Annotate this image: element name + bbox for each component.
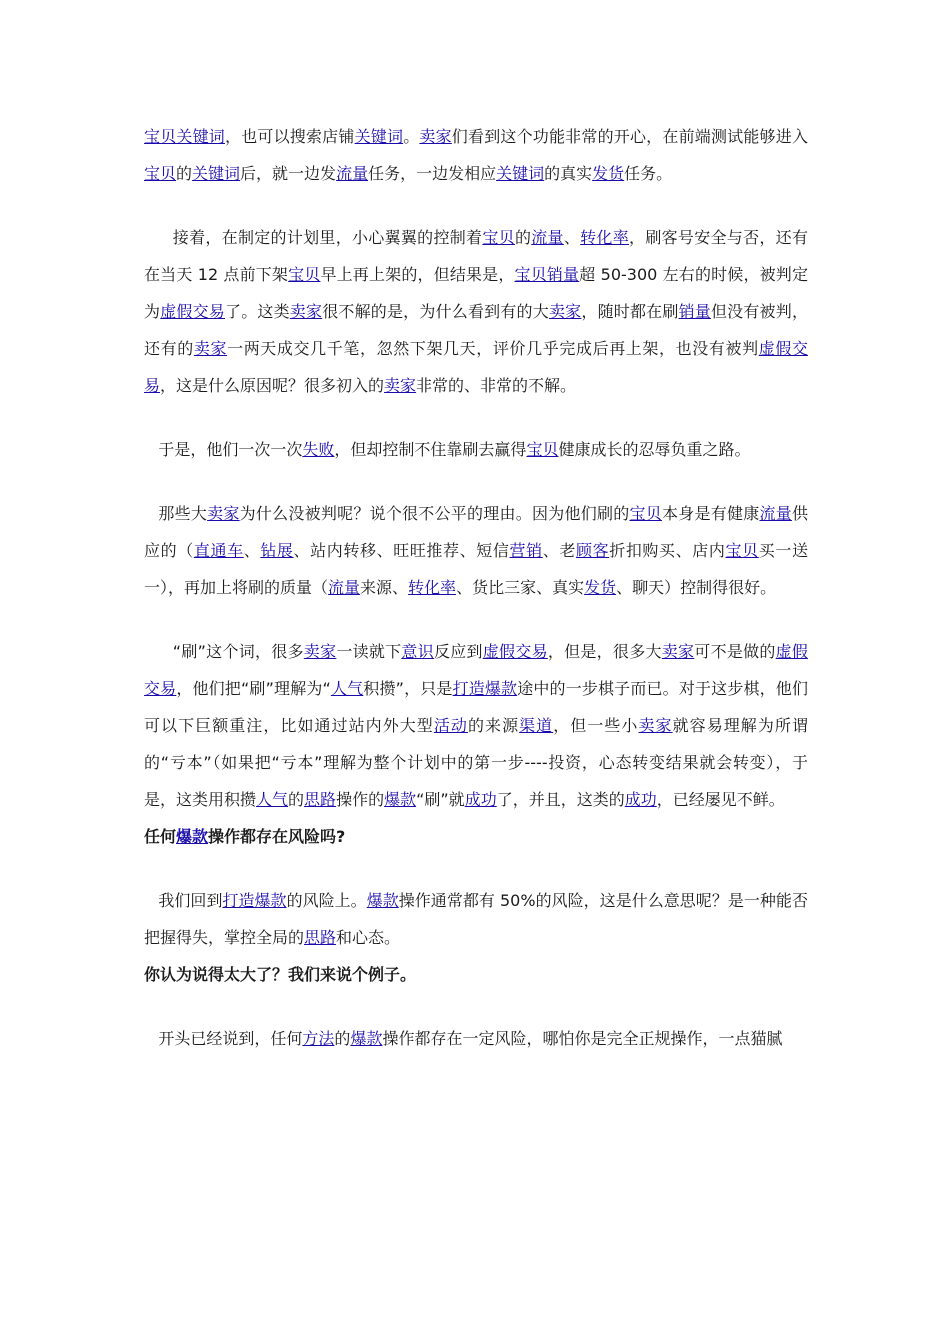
keyword-link[interactable]: 钻展 (260, 541, 294, 560)
text-run: “刷”这个词，很多 (172, 642, 304, 661)
text-run: 我们回到 (158, 891, 223, 910)
keyword-link[interactable]: 卖家 (419, 127, 452, 146)
paragraph (144, 882, 808, 956)
text-run: “刷”就 (416, 790, 465, 809)
text-run: ，但却控制不住靠刷去赢得 (334, 440, 527, 459)
text-run: 供应的（ (144, 504, 808, 560)
keyword-link[interactable]: 流量 (336, 164, 369, 183)
keyword-link[interactable]: 成功 (464, 790, 497, 809)
keyword-link[interactable]: 卖家 (303, 642, 337, 661)
keyword-link[interactable]: 流量 (759, 504, 792, 523)
keyword-link[interactable]: 卖家 (384, 376, 417, 395)
text-run: 途中的一步棋子而已。对于这步棋，他们可以下巨额重注，比如通过站内外大型 (144, 679, 808, 735)
text-run: 的风险上。 (286, 891, 367, 910)
keyword-link[interactable]: 宝贝 (288, 265, 321, 284)
keyword-link[interactable]: 人气 (256, 790, 289, 809)
keyword-link[interactable]: 爆款 (366, 891, 399, 910)
keyword-link[interactable]: 流量 (531, 228, 564, 247)
text-run: 、站内转移、旺旺推荐、短信 (293, 541, 510, 560)
text-run: 、 (563, 228, 581, 247)
text-run: ，但是，很多大 (547, 642, 662, 661)
text-run: ，随时都在刷 (581, 302, 679, 321)
text-run: 但没有被判，还有的 (144, 302, 808, 358)
paragraph (144, 1020, 808, 1057)
text-run: 非常的、非常的不解。 (416, 376, 577, 395)
keyword-link[interactable]: 转化率 (408, 578, 457, 597)
keyword-link[interactable]: 转化率 (580, 228, 630, 247)
text-run: 开头已经说到，任何 (158, 1029, 303, 1048)
text-run: 为什么没被判呢？说个很不公平的理由。因为他们刷的 (239, 504, 630, 523)
text-run: 你认为说得太大了？我们来说个例子。 (144, 965, 417, 984)
text-run: 、老 (542, 541, 576, 560)
paragraph (144, 633, 808, 818)
text-run: 于是，他们一次一次 (158, 440, 303, 459)
text-run: 、 (243, 541, 261, 560)
text-run: 的真实 (544, 164, 593, 183)
keyword-link[interactable]: 宝贝 (629, 504, 662, 523)
keyword-link[interactable]: 失败 (302, 440, 335, 459)
text-run: 买一送一），再加上将刷的质量（ (144, 541, 808, 597)
paragraph (144, 495, 808, 606)
text-run: 那些大 (158, 504, 208, 523)
text-run: 健康成长的忍辱负重之路。 (558, 440, 751, 459)
keyword-link[interactable]: 人气 (330, 679, 364, 698)
text-run: ，这是什么原因呢？很多初入的 (160, 376, 385, 395)
keyword-link[interactable]: 爆款 (384, 790, 417, 809)
text-run: ，但一些小 (553, 716, 639, 735)
text-run: 的来源 (467, 716, 520, 735)
text-run: 。 (403, 127, 420, 146)
text-run: 折扣购买、店内 (609, 541, 726, 560)
text-run: 操作都存在一定风险，哪怕你是完全正规操作，一点猫腻 (382, 1029, 783, 1048)
keyword-link[interactable]: 虚假交易 (144, 339, 808, 395)
text-run: 、货比三家、真实 (456, 578, 585, 597)
text-run: 了，并且，这类的 (496, 790, 625, 809)
text-run: 任务。 (624, 164, 673, 183)
text-run: ，他们把“刷”理解为“ (176, 679, 331, 698)
keyword-link[interactable]: 宝贝 (725, 541, 759, 560)
keyword-link[interactable]: 卖家 (289, 302, 323, 321)
keyword-link[interactable]: 虚假交易 (160, 302, 225, 321)
text-run: 任务，一边发相应 (368, 164, 497, 183)
keyword-link[interactable]: 卖家 (661, 642, 695, 661)
text-run: 们看到这个功能非常的开心，在前端测试能够进入 (451, 127, 808, 146)
text-run: 了。这类 (225, 302, 290, 321)
keyword-link[interactable]: 宝贝 (144, 164, 177, 183)
keyword-link[interactable]: 宝贝 (482, 228, 515, 247)
keyword-link[interactable]: 发货 (584, 578, 617, 597)
keyword-link[interactable]: 关键词 (192, 164, 241, 183)
text-run: 的 (514, 228, 532, 247)
keyword-link[interactable]: 打造爆款 (222, 891, 287, 910)
text-run: 来源、 (360, 578, 409, 597)
text-run: 反应到 (433, 642, 483, 661)
keyword-link[interactable]: 卖家 (548, 302, 582, 321)
text-run: 操作通常都有 50%的风险，这是什么意思呢？是一种能否把握得失，掌控全局的 (144, 891, 808, 947)
keyword-link[interactable]: 关键词 (354, 127, 404, 146)
keyword-link[interactable]: 方法 (302, 1029, 335, 1048)
text-run: 本身是有健康 (661, 504, 760, 523)
text-run: 操作都存在风险吗? (208, 827, 346, 846)
text-run: 积攒”，只是 (363, 679, 453, 698)
text-run: 和心态。 (336, 928, 401, 947)
keyword-link[interactable]: 直通车 (193, 541, 244, 560)
text-run: 后，就一边发 (240, 164, 337, 183)
text-run: 可不是做的 (694, 642, 776, 661)
keyword-link[interactable]: 活动 (433, 716, 468, 735)
keyword-link[interactable]: 打造爆款 (452, 679, 518, 698)
keyword-link[interactable]: 思路 (304, 790, 337, 809)
text-run: 就容易理解为所谓的“亏本”（如果把“亏本”理解为整个计划中的第一步----投资，心态转变结果就会转变），于是，这类用积攒 (144, 716, 808, 809)
paragraph (144, 431, 808, 468)
keyword-link[interactable]: 爆款 (350, 1029, 383, 1048)
text-run: 一两天成交几千笔，忽然下架几天，评价几乎完成后再上架，也没有被判 (227, 339, 759, 358)
text-run: 早上再上架的，但结果是， (320, 265, 515, 284)
keyword-link[interactable]: 营销 (509, 541, 543, 560)
keyword-link[interactable]: 流量 (328, 578, 361, 597)
keyword-link[interactable]: 成功 (624, 790, 657, 809)
section-heading (144, 956, 808, 993)
section-heading (144, 818, 808, 855)
text-run: 超 50-300 左右的时候，被判定为 (144, 265, 808, 321)
text-run: 操作的 (336, 790, 385, 809)
text-run: 的 (334, 1029, 351, 1048)
text-run: ，已经屡见不鲜。 (656, 790, 785, 809)
keyword-link[interactable]: 思路 (304, 928, 337, 947)
keyword-link[interactable]: 卖家 (193, 339, 228, 358)
text-run: 很不解的是，为什么看到有的大 (322, 302, 549, 321)
keyword-link[interactable]: 发货 (592, 164, 625, 183)
keyword-link[interactable]: 顾客 (575, 541, 610, 560)
paragraph (144, 118, 808, 192)
keyword-link[interactable]: 卖家 (638, 716, 673, 735)
text-run: 接着，在制定的计划里，小心翼翼的控制着 (172, 228, 483, 247)
keyword-link[interactable]: 关键词 (496, 164, 545, 183)
keyword-link[interactable]: 宝贝销量 (514, 265, 580, 284)
keyword-link[interactable]: 虚假交易 (482, 642, 548, 661)
keyword-link[interactable]: 虚假交易 (144, 642, 808, 698)
paragraph (144, 219, 808, 404)
keyword-link[interactable]: 宝贝 (526, 440, 559, 459)
document-body (144, 118, 808, 1057)
keyword-link[interactable]: 意识 (401, 642, 434, 661)
keyword-link[interactable]: 爆款 (176, 827, 209, 846)
text-run: 的 (176, 164, 193, 183)
keyword-link[interactable]: 渠道 (519, 716, 554, 735)
keyword-link[interactable]: 宝贝关键词 (144, 127, 225, 146)
text-run: ，也可以搜索店铺 (225, 127, 355, 146)
text-run: 一读就下 (336, 642, 402, 661)
text-run: ，刷客号安全与否，还有在当天 12 点前下架 (144, 228, 808, 284)
text-run: 的 (288, 790, 305, 809)
text-run: 任何 (144, 827, 177, 846)
keyword-link[interactable]: 卖家 (207, 504, 240, 523)
keyword-link[interactable]: 销量 (678, 302, 711, 321)
text-run: 、聊天）控制得很好。 (616, 578, 777, 597)
